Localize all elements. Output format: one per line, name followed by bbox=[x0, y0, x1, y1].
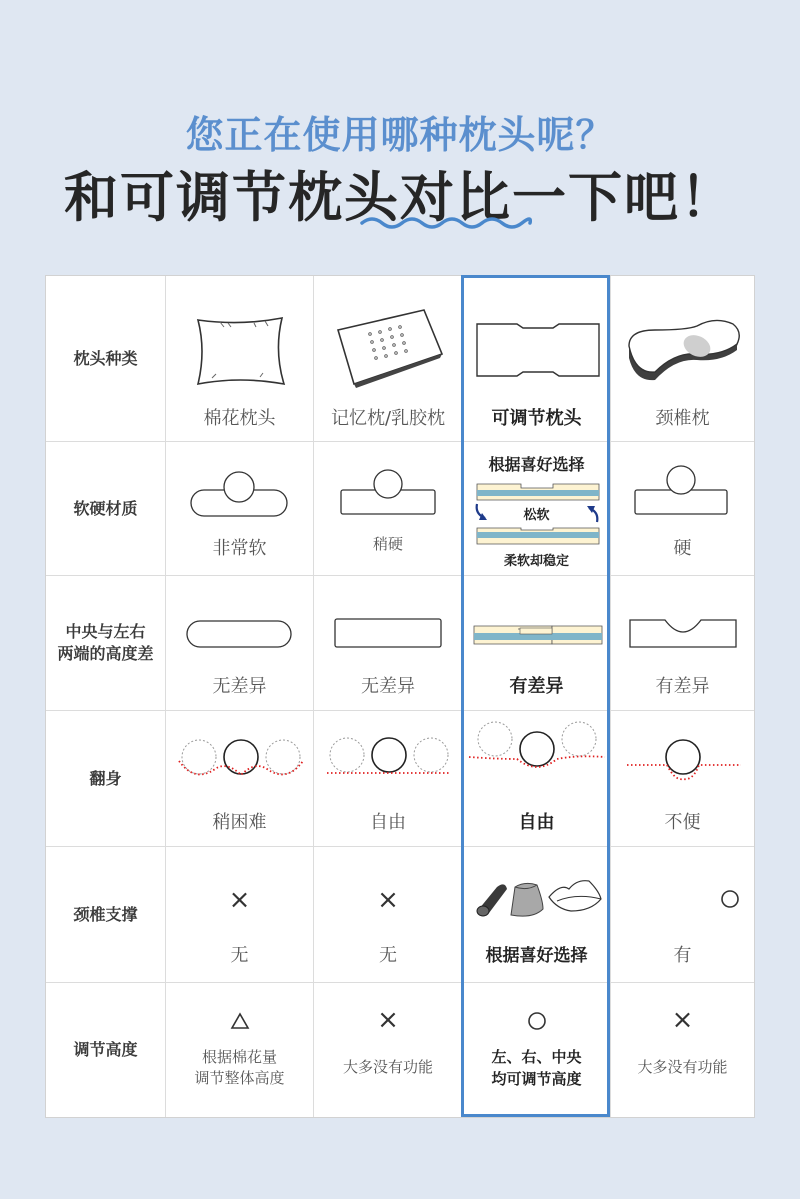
adjustable-layer-icon bbox=[472, 624, 604, 646]
pillow-name: 可调节枕头 bbox=[491, 408, 582, 429]
triangle-mark-icon bbox=[229, 1011, 251, 1031]
cell-neck-adjustable bbox=[463, 847, 610, 982]
neck-contour-icon bbox=[547, 877, 603, 917]
cell-heightdiff-memory bbox=[314, 576, 462, 710]
softness-option: 松软 bbox=[523, 508, 550, 523]
turning-free-icon bbox=[467, 721, 607, 781]
cell-turning-memory bbox=[314, 711, 462, 846]
firm-head-icon bbox=[333, 466, 443, 522]
neck-support-label: 无 bbox=[230, 945, 249, 966]
height-diff-label: 无差异 bbox=[361, 676, 415, 697]
height-diff-label: 无差异 bbox=[212, 676, 267, 697]
neck-wedge-icon bbox=[507, 879, 547, 919]
cell-softness-adjustable bbox=[463, 442, 610, 575]
row-label-neck-support: 颈椎支撑 bbox=[73, 904, 138, 924]
cell-adjust-memory bbox=[314, 983, 462, 1117]
subtitle: 您正在使用哪种枕头呢？ bbox=[185, 113, 615, 157]
cell-adjustable-pillow bbox=[463, 276, 610, 441]
cross-mark: × bbox=[671, 1005, 694, 1035]
pillow-name: 颈椎枕 bbox=[655, 408, 710, 429]
cross-mark: × bbox=[228, 885, 251, 915]
cell-memory-pillow bbox=[314, 276, 462, 441]
row-label-pillow-type: 枕头种类 bbox=[73, 348, 138, 368]
comparison-table bbox=[45, 275, 755, 1118]
dipped-pillow-icon bbox=[627, 616, 739, 650]
soft-head-icon bbox=[185, 468, 295, 524]
cell-neck-memory bbox=[314, 847, 462, 982]
turning-flat-icon bbox=[323, 735, 453, 785]
circle-mark-icon bbox=[720, 889, 740, 909]
turning-label: 自由 bbox=[518, 812, 555, 833]
turning-sink-icon bbox=[175, 735, 305, 785]
turning-label: 不便 bbox=[664, 812, 701, 833]
cervical-pillow-icon bbox=[625, 316, 741, 386]
softness-option: 柔软却稳定 bbox=[503, 554, 569, 569]
height-diff-label: 有差异 bbox=[655, 676, 710, 697]
cell-turning-cervical bbox=[611, 711, 754, 846]
pillow-layer-soft-icon bbox=[475, 482, 601, 502]
cell-neck-cotton bbox=[166, 847, 313, 982]
adjustable-pillow-icon bbox=[475, 320, 601, 380]
cell-softness-cervical bbox=[611, 442, 754, 575]
adjust-text: 大多没有功能 bbox=[342, 1058, 433, 1076]
adjust-text: 均可调节高度 bbox=[491, 1070, 582, 1088]
row-label-softness: 软硬材质 bbox=[73, 498, 138, 518]
cell-softness-cotton bbox=[166, 442, 313, 575]
arrow-right-icon bbox=[583, 502, 601, 524]
hard-head-icon bbox=[627, 460, 737, 520]
cell-heightdiff-adjustable bbox=[463, 576, 610, 710]
cell-turning-cotton bbox=[166, 711, 313, 846]
cell-cervical-pillow bbox=[611, 276, 754, 441]
cross-mark: × bbox=[377, 1005, 399, 1035]
pillow-name: 记忆枕/乳胶枕 bbox=[330, 408, 446, 429]
turning-label: 自由 bbox=[370, 812, 406, 833]
row-label-turning: 翻身 bbox=[89, 768, 122, 788]
cell-neck-cervical bbox=[611, 847, 754, 982]
turning-hard-icon bbox=[623, 735, 743, 785]
adjust-text: 左、右、中央 bbox=[491, 1048, 582, 1066]
cross-mark: × bbox=[377, 885, 399, 915]
adjust-text: 大多没有功能 bbox=[637, 1058, 728, 1076]
cell-adjust-cervical bbox=[611, 983, 754, 1117]
neck-roll-icon bbox=[473, 879, 509, 919]
wavy-underline-icon bbox=[360, 215, 532, 231]
turning-label: 稍困难 bbox=[212, 812, 267, 833]
pillow-layer-stable-icon bbox=[475, 526, 601, 546]
row-label-adjust-height: 调节高度 bbox=[73, 1040, 138, 1059]
row-label-height-diff: 中央与左右 两端的高度差 bbox=[57, 622, 154, 663]
softness-title: 根据喜好选择 bbox=[488, 455, 585, 474]
neck-support-label: 根据喜好选择 bbox=[485, 946, 588, 966]
flat-rounded-pillow-icon bbox=[185, 618, 295, 650]
softness-label: 稍硬 bbox=[372, 535, 403, 553]
adjust-text: 调节整体高度 bbox=[194, 1069, 285, 1087]
cell-heightdiff-cervical bbox=[611, 576, 754, 710]
pillow-name: 棉花枕头 bbox=[203, 408, 276, 429]
cell-heightdiff-cotton bbox=[166, 576, 313, 710]
softness-label: 硬 bbox=[673, 538, 692, 559]
memory-foam-pillow-icon bbox=[334, 308, 444, 388]
flat-rect-pillow-icon bbox=[332, 616, 444, 650]
circle-mark-icon bbox=[527, 1011, 547, 1031]
cell-adjust-adjustable bbox=[463, 983, 610, 1117]
adjust-text: 根据棉花量 bbox=[201, 1048, 277, 1066]
page-title: 和可调节枕头对比一下吧！ bbox=[64, 166, 736, 229]
cell-cotton-pillow bbox=[166, 276, 313, 441]
cotton-pillow-icon bbox=[190, 314, 290, 388]
cell-softness-memory bbox=[314, 442, 462, 575]
height-diff-label: 有差异 bbox=[509, 676, 564, 697]
neck-support-label: 无 bbox=[379, 945, 397, 966]
cell-adjust-cotton bbox=[166, 983, 313, 1117]
softness-label: 非常软 bbox=[212, 538, 267, 559]
neck-support-label: 有 bbox=[673, 945, 692, 966]
cell-turning-adjustable bbox=[463, 711, 610, 846]
